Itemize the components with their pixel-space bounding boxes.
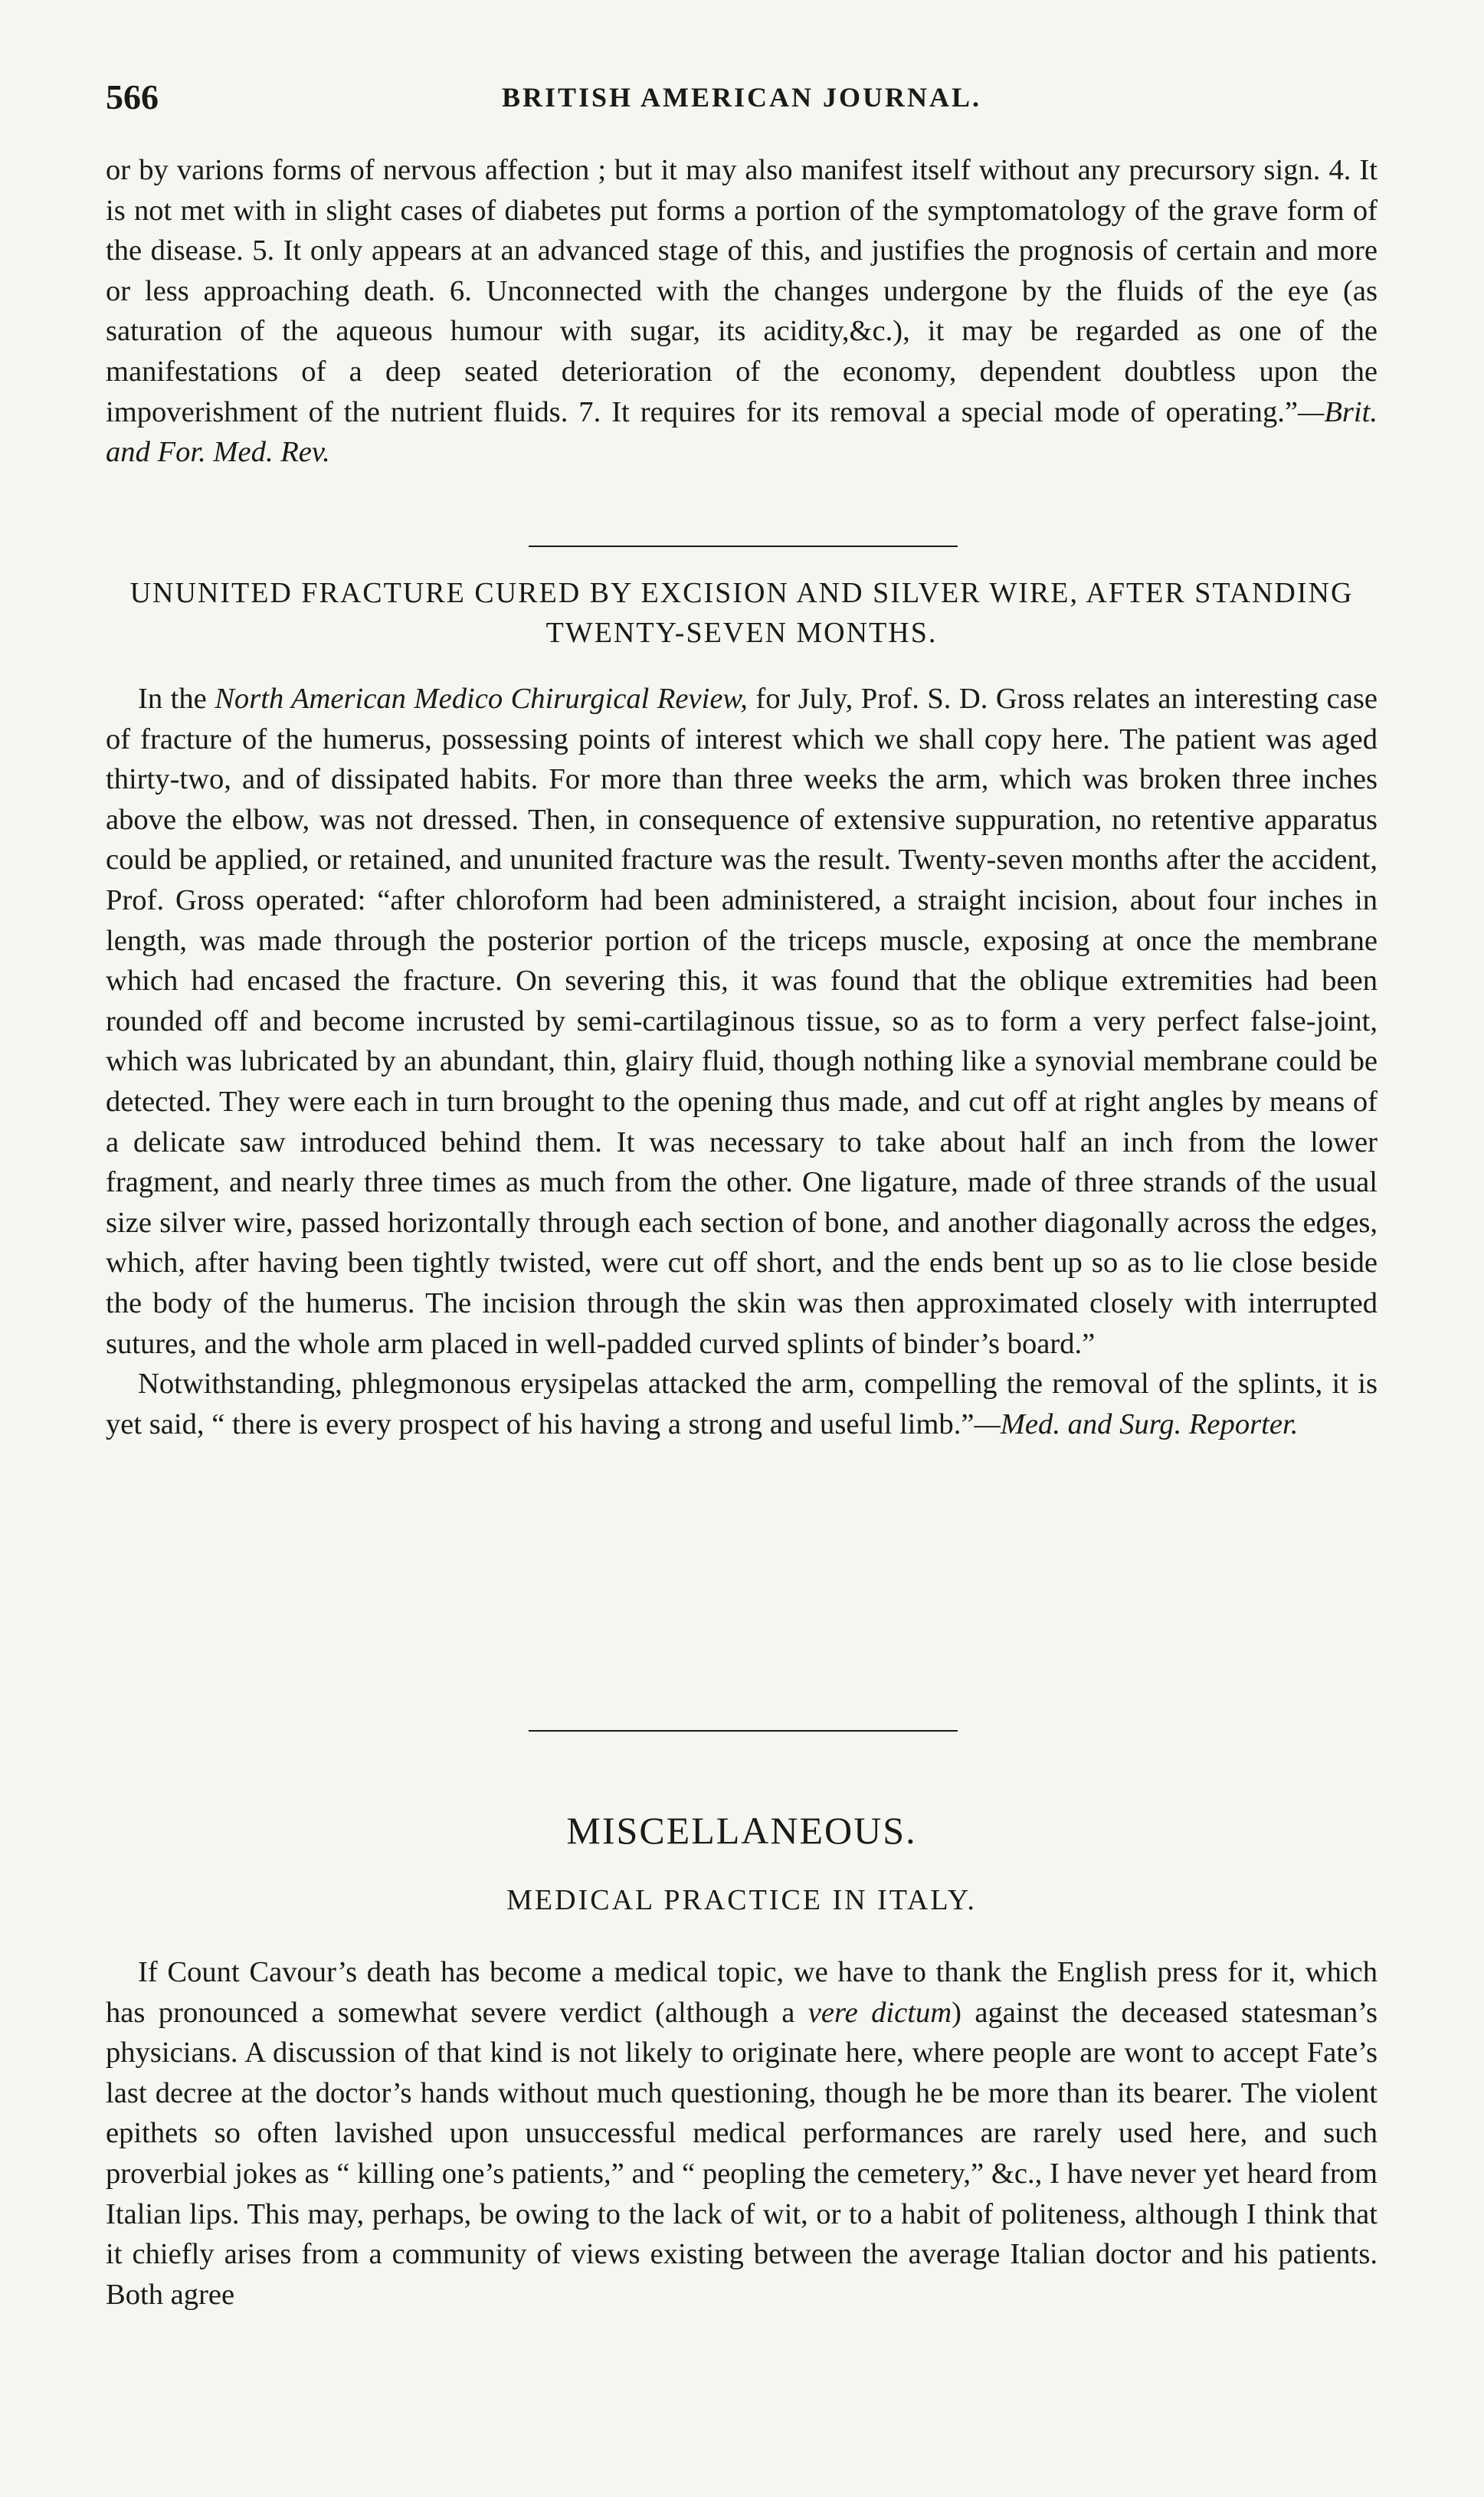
misc-paragraph: [106, 1952, 1378, 2315]
page-number: 566: [106, 77, 159, 116]
journal-name: North American Medico Chirurgical Review,: [215, 683, 748, 715]
intro-citation: —Brit. and For. Med. Rev.: [106, 395, 1378, 469]
section-title: MISCELLANEOUS.: [566, 1809, 917, 1852]
article-paragraph: [106, 679, 1378, 1364]
misc-body: [106, 1952, 1378, 2315]
article-body: [106, 679, 1378, 1444]
intro-paragraph: [106, 150, 1378, 473]
page-header: [106, 77, 1378, 123]
misc-lead: If Count Cavour’s death has become a medical topic, we have to thank the English press for it, which has pronounced a somewhat severe verdict (although a: [106, 1956, 1378, 2029]
sub-title: MEDICAL PRACTICE IN ITALY.: [506, 1884, 977, 1916]
section-divider-2: [529, 1730, 958, 1732]
misc-italic: vere dictum: [808, 1996, 952, 2029]
article-paragraph-2: [106, 1364, 1378, 1444]
article-text: for July, Prof. S. D. Gross relates an interesting case of fracture of the humerus, possessing points of interest which we shall copy here. The patient was aged thirty-two, and of dissipated habits. For more than three weeks the arm, which was broken three inches above the elbow, was not dressed. Then, in consequence of extensive suppuration, no retentive apparatus could be applied, or retained, and ununited fracture was the result. Twenty-seven months after the accident, Prof. Gross operated: “after chloroform had been administered, a straight incision, about four inches in length, was made through the posterior portion of the triceps muscle, exposing at once the membrane which had encased the fracture. On severing this, it was found that the oblique extremities had been rounded off and become incrusted by semi-cartilaginous tissue, so as to form a very perfect false-joint, which was lubricated by an abundant, thin, glairy fluid, though nothing like a synovial membrane could be detected. They were each in turn brought to the opening thus made, and cut off at right angles by means of a delicate saw introduced behind them. It was necessary to take about half an inch from the lower fragment, and nearly three times as much from the other. One ligature, made of three strands of the usual size silver wire, passed horizontally through each section of bone, and another diagonally across the edges, which, after having been tightly twisted, were cut off short, and the ends bent up so as to lie close beside the body of the humerus. The incision through the skin was then approximated closely with interrupted sutures, and the whole arm placed in well-padded curved splints of binder’s board.”: [106, 683, 1378, 1360]
misc-text: ) against the deceased statesman’s physicians. A discussion of that kind is not likely to originate here, where people are wont to accept Fate’s last decree at the doctor’s hands without much questioning, though he be more than its bearer. The violent epithets so often lavished upon unsuccessful medical performances are rarely used here, and such proverbial jokes as “ killing one’s patients,” and “ peopling the cemetery,” &c., I have never yet heard from Italian lips. This may, perhaps, be owing to the lack of wit, or to a habit of politeness, although I think that it chiefly arises from a community of views existing between the average Italian doctor and his patients. Both agree: [106, 1996, 1378, 2311]
intro-text: or by varions forms of nervous affection ; but it may also manifest itself without any precursory sign. 4. It is not met with in slight cases of diabetes put forms a portion of the symptomatology of the grave form of the disease. 5. It only appears at an advanced stage of this, and justifies the prognosis of certain and more or less approaching death. 6. Unconnected with the changes undergone by the fluids of the eye (as saturation of the aqueous humour with sugar, its acidity,&c.), it may be regarded as one of the manifestations of a deep seated deterioration of the economy, dependent doubtless upon the impoverishment of the nutrient fluids. 7. It requires for its removal a special mode of operating.”: [106, 154, 1378, 428]
article-heading: UNUNITED FRACTURE CURED BY EXCISION AND SILVER WIRE, AFTER STANDING TWENTY-SEVEN MONTHS.: [129, 577, 1354, 649]
section-divider: [529, 546, 958, 547]
running-head: BRITISH AMERICAN JOURNAL.: [501, 82, 982, 113]
article-text-2: Notwithstanding, phlegmonous erysipelas attacked the arm, compelling the removal of the splints, it is yet said, “ there is every prospect of his having a strong and useful limb.”: [106, 1368, 1378, 1440]
article-citation: —Med. and Surg. Reporter.: [974, 1407, 1299, 1440]
article-lead: In the: [138, 683, 215, 715]
